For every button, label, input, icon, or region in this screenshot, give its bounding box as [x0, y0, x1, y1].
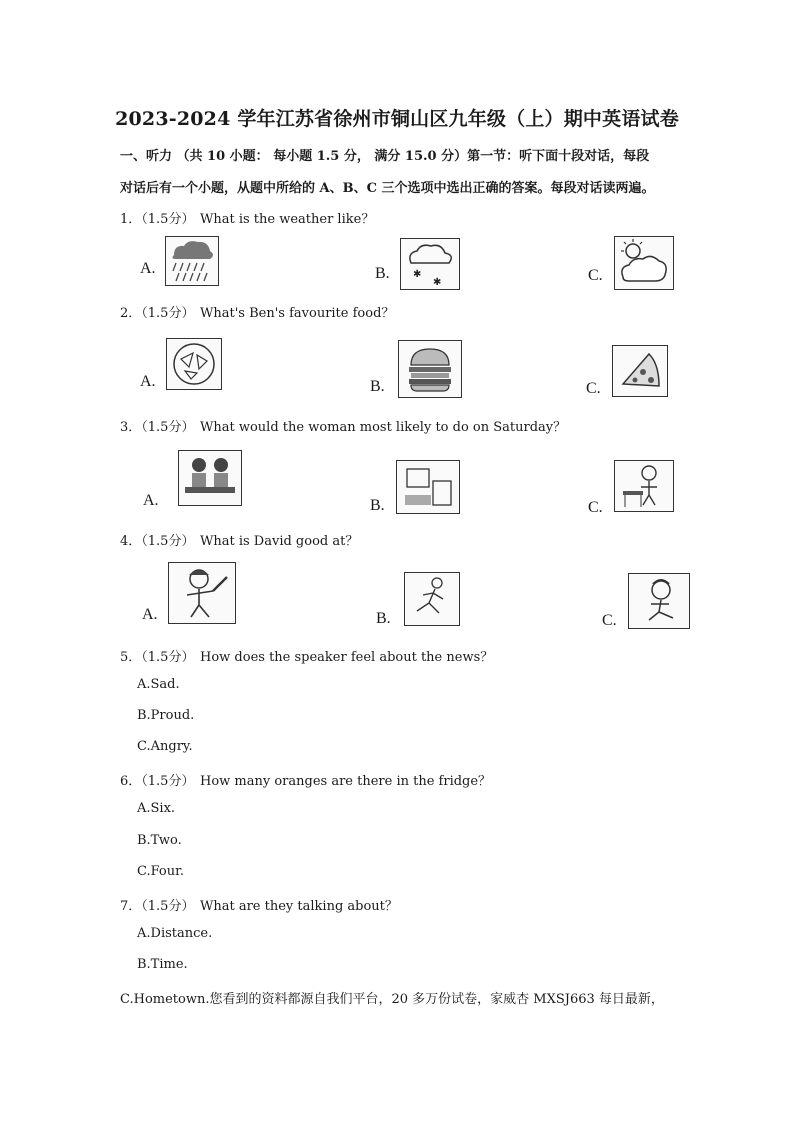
- question-text: What is the weather like？: [200, 212, 375, 227]
- question-4: [120, 530, 358, 549]
- footer-line: C.Hometown.您看到的资料都源自我们平台，20 多万份试卷，家威杏 MXSJ663 每日最新，: [120, 992, 664, 1007]
- option-b[interactable]: B.Proud.: [137, 708, 195, 723]
- option-b[interactable]: B.Two.: [137, 833, 182, 848]
- sun-cloud-icon[interactable]: [614, 236, 674, 290]
- question-text: What would the woman most likely to do on Saturday？: [200, 420, 567, 435]
- option-label-b: B.: [370, 497, 385, 514]
- person-at-desk-icon[interactable]: [614, 460, 674, 512]
- page-title: 2023-2024 学年江苏省徐州市铜山区九年级（上）期中英语试卷: [115, 108, 679, 130]
- svg-text:✱: ✱: [433, 277, 442, 288]
- pizza-icon[interactable]: [612, 345, 668, 397]
- option-a[interactable]: A.Six.: [137, 801, 176, 816]
- section-intro-line-1: 一、听力 （共 10 小题： 每小题 1.5 分， 满分 15.0 分）第一节：听下面十段对话，每段: [120, 149, 650, 164]
- svg-text:✱: ✱: [413, 269, 422, 280]
- option-label-c: C.: [588, 499, 603, 516]
- two-kids-icon[interactable]: [178, 450, 242, 506]
- question-number: 1．（1.5分）: [120, 212, 195, 227]
- option-label-c: C.: [602, 612, 617, 629]
- option-label-a: A.: [140, 373, 156, 390]
- option-c[interactable]: C.Angry.: [137, 739, 193, 754]
- question-number: 7．（1.5分）: [120, 899, 195, 914]
- question-number: 5．（1.5分）: [120, 650, 195, 665]
- option-b[interactable]: B.Time.: [137, 957, 188, 972]
- question-number: 3．（1.5分）: [120, 420, 195, 435]
- room-icon[interactable]: [396, 460, 460, 514]
- question-5: [120, 646, 493, 665]
- option-label-c: C.: [588, 267, 603, 284]
- question-number: 2．（1.5分）: [120, 306, 195, 321]
- section-intro-line-2: 对话后有一个小题，从题中所给的 A、B、C 三个选项中选出正确的答案。每段对话读两遍。: [120, 181, 655, 196]
- snow-cloud-icon[interactable]: [400, 238, 460, 290]
- question-3: [120, 416, 566, 435]
- question-number: 6．（1.5分）: [120, 774, 195, 789]
- option-label-a: A.: [142, 606, 158, 623]
- swimmer-icon[interactable]: [628, 573, 690, 629]
- question-7: [120, 895, 398, 914]
- runner-icon[interactable]: [404, 572, 460, 626]
- question-6: [120, 770, 491, 789]
- option-a[interactable]: A.Sad.: [137, 677, 180, 692]
- option-label-a: A.: [143, 492, 159, 509]
- option-label-c: C.: [586, 380, 601, 397]
- question-number: 4．（1.5分）: [120, 534, 195, 549]
- question-text: What's Ben's favourite food？: [200, 306, 395, 321]
- question-2: [120, 302, 394, 321]
- question-text: What are they talking about？: [200, 899, 398, 914]
- option-a[interactable]: A.Distance.: [137, 926, 213, 941]
- option-label-b: B.: [375, 265, 390, 282]
- option-c[interactable]: C.Four.: [137, 864, 185, 879]
- option-label-b: B.: [376, 610, 391, 627]
- question-text: How many oranges are there in the fridge？: [200, 774, 492, 789]
- question-1: [120, 208, 374, 227]
- question-text: What is David good at？: [200, 534, 359, 549]
- hamburger-icon[interactable]: [398, 340, 462, 398]
- question-text: How does the speaker feel about the news？: [200, 650, 494, 665]
- baseball-player-icon[interactable]: [168, 562, 236, 624]
- rain-cloud-icon[interactable]: [165, 236, 219, 286]
- option-label-b: B.: [370, 378, 385, 395]
- option-label-a: A.: [140, 260, 156, 277]
- salad-icon[interactable]: [166, 338, 222, 390]
